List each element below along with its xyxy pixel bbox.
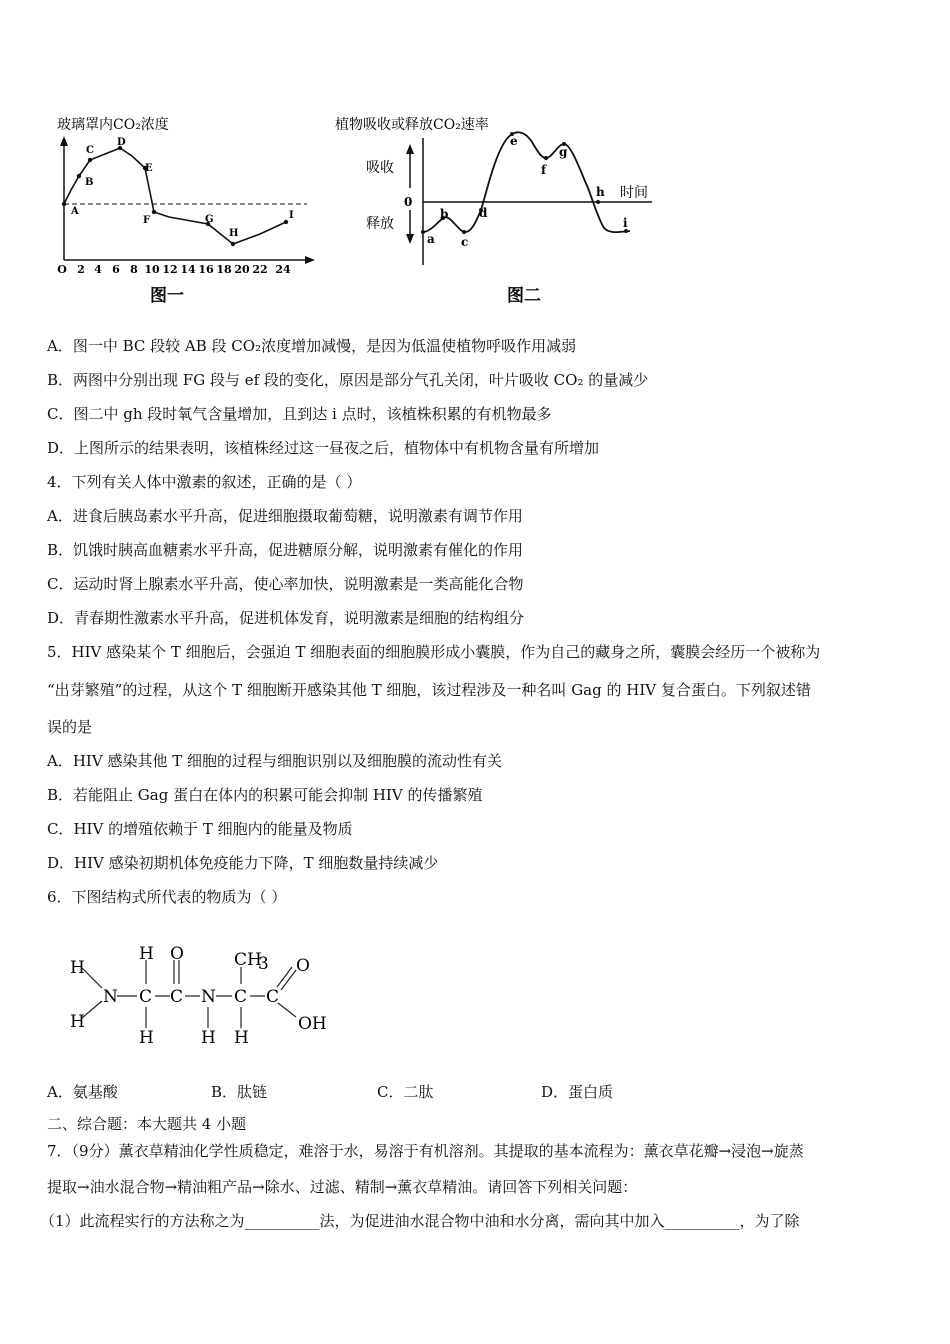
figure-1-tick: 4 [94,263,102,276]
svg-text:C: C [266,987,280,1007]
figure-2-point-i: i [623,216,628,230]
svg-text:H: H [234,1028,249,1048]
figure-1 [45,110,335,310]
q6-option-c: C．二肽 [377,1083,434,1101]
q4-option-a: A．进食后胰岛素水平升高，促进细胞摄取葡萄糖，说明激素有调节作用 [47,507,523,525]
dipeptide-structure [60,945,350,1050]
q6-option-d: D．蛋白质 [541,1083,614,1101]
figure-2-time-label: 时间 [620,185,648,201]
figure-2 [330,110,670,310]
svg-text:3: 3 [258,954,269,974]
figure-1-title: 玻璃罩内CO₂浓度 [57,117,169,133]
figure-1-point-F: F [143,215,151,226]
figure-1-point-C: C [86,145,94,156]
section-2-heading: 二、综合题：本大题共 4 小题 [47,1115,247,1133]
svg-text:O: O [296,956,310,976]
figure-2-release-label: 释放 [366,216,394,232]
svg-text:CH: CH [234,950,262,970]
q6-option-a: A．氨基酸 [47,1083,118,1101]
q3-option-d: D．上图所示的结果表明，该植株经过这一昼夜之后，植物体中有机物含量有所增加 [47,439,600,457]
q7-line-2: 提取→油水混合物→精油粗产品→除水、过滤、精制→薰衣草精油。请回答下列相关问题： [47,1178,638,1196]
figure-2-point-f: f [541,163,547,177]
figure-2-caption: 图二 [507,286,541,306]
figure-2-down-arrowhead [406,234,414,244]
q4-option-b: B．饥饿时胰高血糖素水平升高，促进糖原分解，说明激素有催化的作用 [47,541,524,559]
figure-2-up-arrowhead [406,144,414,154]
figure-1-tick: 6 [112,263,120,276]
figure-1-tick: 2 [77,263,85,276]
q3-option-c: C．图二中 gh 段时氧气含量增加，且到达 i 点时，该植株积累的有机物最多 [47,405,552,423]
svg-text:H: H [201,1028,216,1048]
figure-1-tick: 22 [252,263,268,276]
q4-option-c: C．运动时肾上腺素水平升高，使心率加快，说明激素是一类高能化合物 [47,575,524,593]
figure-1-tick: 24 [275,263,291,276]
svg-text:C: C [234,987,248,1007]
figure-2-point-c: c [461,235,469,249]
svg-text:OH: OH [298,1014,327,1034]
figure-1-tick: 18 [216,263,232,276]
figure-1-caption: 图一 [150,286,184,306]
q6-option-b: B．肽链 [211,1083,268,1101]
figure-1-point-D: D [117,137,126,148]
q5-option-c: C．HIV 的增殖依赖于 T 细胞内的能量及物质 [47,820,353,838]
q5-stem-line-3: 误的是 [47,718,93,736]
svg-text:C: C [139,987,153,1007]
figure-1-tick: O [57,263,67,276]
figure-1-x-arrow [305,256,315,264]
q5-option-d: D．HIV 感染初期机体免疫能力下降，T 细胞数量持续减少 [47,854,439,872]
figure-2-point-e: e [510,134,518,148]
figure-2-point-g: g [559,145,568,159]
figure-2-curve [423,132,630,232]
figure-1-point-G: G [205,214,214,225]
q6-stem: 6．下图结构式所代表的物质为（ ） [47,888,287,906]
figure-1-tick: 16 [198,263,214,276]
svg-text:H: H [70,958,85,978]
svg-text:H: H [139,945,154,964]
figure-1-point-B: B [85,177,94,188]
svg-text:H: H [139,1028,154,1048]
figure-2-point-b: b [440,207,449,221]
figure-1-y-arrow [60,136,68,146]
q5-option-b: B．若能阻止 Gag 蛋白在体内的积累可能会抑制 HIV 的传播繁殖 [47,786,483,804]
figure-1-point-A: A [71,206,79,217]
svg-text:O: O [170,945,184,964]
figure-1-point-E: E [145,163,153,174]
svg-text:N: N [201,987,216,1007]
figure-1-tick: 10 [144,263,160,276]
figure-1-point-I: I [289,210,294,221]
figure-1-tick: 14 [180,263,196,276]
figure-2-zero: 0 [404,195,413,209]
figure-1-curve [64,148,286,244]
q4-stem: 4．下列有关人体中激素的叙述，正确的是（ ） [47,473,362,491]
figure-1-tick: 20 [234,263,250,276]
q4-option-d: D．青春期性激素水平升高，促进机体发育，说明激素是细胞的结构组分 [47,609,525,627]
q3-option-a: A．图一中 BC 段较 AB 段 CO₂浓度增加减慢，是因为低温使植物呼吸作用减弱 [47,337,577,355]
figure-2-title: 植物吸收或释放CO₂速率 [335,117,489,133]
svg-text:C: C [170,987,184,1007]
q3-option-b: B．两图中分别出现 FG 段与 ef 段的变化，原因是部分气孔关闭，叶片吸收 CO₂ 的量减少 [47,371,649,389]
figure-1-tick: 8 [130,263,138,276]
q5-stem-line-2: “出芽繁殖”的过程，从这个 T 细胞断开感染其他 T 细胞，该过程涉及一种名叫 Gag 的 HIV 复合蛋白。下列叙述错 [47,681,811,699]
q5-option-a: A．HIV 感染其他 T 细胞的过程与细胞识别以及细胞膜的流动性有关 [47,752,502,770]
svg-text:H: H [70,1012,85,1032]
figure-2-point-h: h [596,185,605,199]
figure-2-point-d: d [479,206,488,220]
figure-1-tick: 12 [162,263,178,276]
figure-1-point-H: H [229,228,239,239]
figure-2-point-a: a [427,232,435,246]
q5-stem-line-1: 5．HIV 感染某个 T 细胞后，会强迫 T 细胞表面的细胞膜形成小囊膜，作为自己的藏身之所，囊膜会经历一个被称为 [47,643,821,661]
q7-line-3: （1）此流程实行的方法称之为__________法，为促进油水混合物中油和水分离，需向其中加入__________，为了除 [40,1212,800,1230]
svg-text:N: N [103,987,118,1007]
figure-2-absorb-label: 吸收 [366,160,394,176]
q7-line-1: 7．（9分）薰衣草精油化学性质稳定，难溶于水，易溶于有机溶剂。其提取的基本流程为：薰衣草花瓣→浸泡→旋蒸 [47,1142,804,1160]
